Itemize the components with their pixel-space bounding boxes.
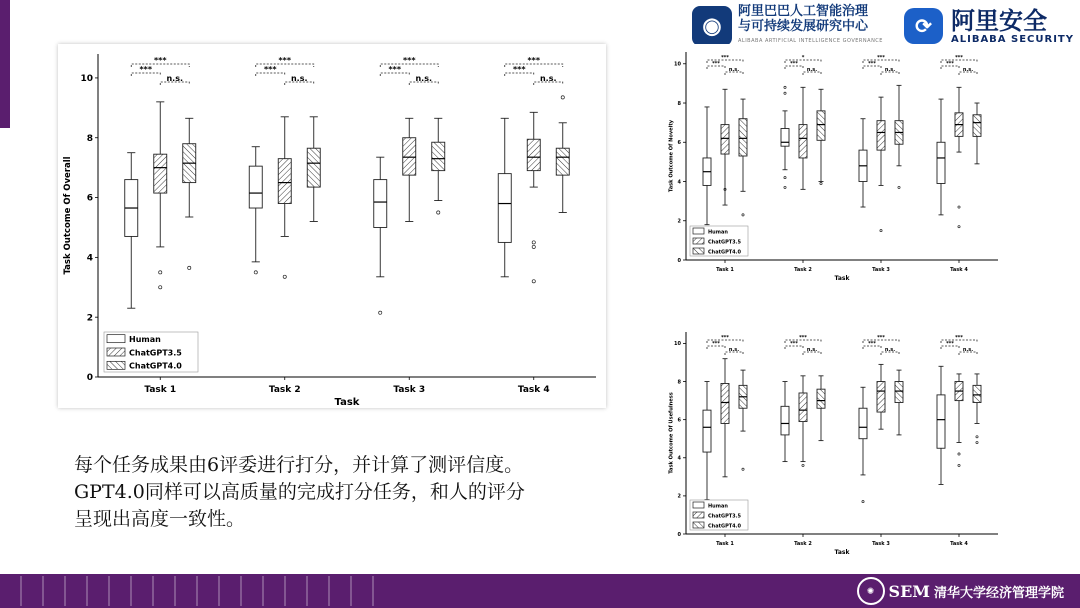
significance-label: ***	[512, 65, 526, 74]
y-axis-label: Task Outcome Of Overall	[63, 156, 73, 275]
significance-label: ***	[946, 341, 954, 347]
box-chatgpt35	[721, 383, 729, 423]
accent-bar	[0, 0, 10, 128]
box-chatgpt40	[973, 385, 981, 402]
significance-label: n.s.	[806, 67, 818, 73]
x-tick-label: Task 1	[144, 385, 177, 395]
legend-swatch	[693, 512, 704, 518]
box-chatgpt35	[278, 159, 291, 204]
significance-label: n.s.	[884, 347, 896, 353]
y-tick-label: 0	[677, 531, 681, 538]
y-tick-label: 2	[677, 218, 681, 225]
institute-name-line3: ALIBABA ARTIFICIAL INTELLIGENCE GOVERNANCE	[738, 37, 883, 44]
significance-label: ***	[946, 61, 954, 67]
caption-line-1: 每个任务成果由6评委进行打分，并计算了测评信度。	[74, 454, 524, 476]
outlier-point	[898, 186, 900, 188]
outlier-point	[784, 86, 786, 88]
y-tick-label: 0	[677, 257, 681, 264]
y-tick-label: 4	[86, 253, 93, 264]
x-tick-label: Task 3	[393, 385, 426, 395]
significance-label: ***	[955, 335, 963, 341]
footer-bar	[0, 574, 1080, 608]
sem-mark: SEM	[888, 581, 930, 601]
outlier-point	[958, 206, 960, 208]
significance-label: ***	[139, 65, 153, 74]
legend-swatch	[107, 348, 125, 356]
significance-label: n.s.	[728, 347, 740, 353]
outlier-point	[862, 501, 864, 503]
institute-name-line2: 与可持续发展研究中心	[738, 18, 869, 34]
y-tick-label: 2	[86, 313, 93, 324]
tsinghua-seal-icon: ✺	[857, 577, 885, 605]
legend-label: Human	[129, 335, 161, 344]
box-human	[498, 174, 511, 243]
legend-label: ChatGPT4.0	[129, 361, 182, 371]
y-tick-label: 0	[86, 373, 93, 384]
legend-swatch	[693, 502, 704, 508]
box-chatgpt35	[877, 382, 885, 412]
alibaba-ai-governance-logo	[692, 3, 900, 46]
footer-building-decoration	[20, 576, 380, 606]
outlier-point	[820, 182, 822, 184]
legend-label: ChatGPT3.5	[708, 513, 742, 520]
legend-swatch	[693, 228, 704, 234]
slide-caption	[74, 452, 614, 533]
usefulness-boxplot-figure	[664, 324, 1004, 556]
y-tick-label: 4	[677, 455, 681, 462]
legend-label: Human	[708, 503, 728, 510]
significance-label: n.s.	[962, 67, 974, 73]
outlier-point	[188, 266, 191, 269]
legend-swatch	[693, 238, 704, 244]
outlier-point	[880, 229, 882, 231]
y-tick-label: 8	[677, 100, 681, 107]
box-chatgpt40	[556, 148, 569, 175]
school-name: 清华大学经济管理学院	[933, 585, 1064, 601]
box-human	[937, 142, 945, 183]
box-chatgpt35	[799, 393, 807, 422]
y-tick-label: 2	[677, 493, 681, 500]
outlier-point	[254, 271, 257, 274]
outlier-point	[976, 441, 978, 443]
box-chatgpt40	[973, 115, 981, 137]
legend-label: ChatGPT3.5	[129, 348, 182, 358]
box-chatgpt40	[432, 142, 445, 170]
usefulness-boxplot-chart	[664, 324, 1004, 556]
y-tick-label: 10	[80, 74, 93, 85]
y-tick-label: 8	[86, 133, 93, 144]
alibaba-security-logo	[904, 6, 1074, 46]
significance-label: *	[801, 55, 805, 61]
legend-label: ChatGPT3.5	[708, 239, 742, 246]
significance-label: ***	[790, 61, 798, 67]
box-chatgpt40	[739, 119, 747, 156]
significance-label: n.s.	[415, 74, 433, 83]
x-tick-label: Task 1	[716, 267, 734, 273]
tsinghua-sem-logo	[857, 577, 1064, 605]
outlier-point	[784, 186, 786, 188]
outlier-point	[742, 468, 744, 470]
significance-label: ***	[721, 55, 729, 61]
security-subname: ALIBABA SECURITY	[950, 33, 1074, 45]
y-tick-label: 6	[677, 417, 681, 424]
box-chatgpt35	[403, 138, 416, 175]
box-chatgpt35	[721, 125, 729, 154]
box-chatgpt40	[895, 382, 903, 403]
significance-label: n.s.	[166, 74, 184, 83]
security-emblem-icon: ⟳	[904, 8, 943, 44]
outlier-point	[283, 275, 286, 278]
x-tick-label: Task 4	[950, 541, 968, 547]
box-chatgpt40	[307, 148, 320, 187]
legend-label: Human	[708, 229, 728, 236]
y-tick-label: 10	[674, 61, 681, 68]
box-human	[937, 395, 945, 448]
significance-label: ***	[877, 335, 885, 341]
x-tick-label: Task 4	[950, 267, 968, 273]
outlier-point	[958, 453, 960, 455]
y-tick-label: 10	[674, 341, 681, 348]
outlier-point	[802, 464, 804, 466]
box-human	[781, 406, 789, 435]
y-axis-label: Task Outcome Of Novelty	[668, 119, 675, 193]
x-tick-label: Task 3	[872, 541, 890, 547]
significance-label: ***	[955, 55, 963, 61]
box-chatgpt40	[817, 389, 825, 408]
x-tick-label: Task 3	[872, 267, 890, 273]
box-human	[374, 180, 387, 228]
institute-emblem-icon: ◉	[692, 6, 732, 46]
significance-label: ***	[868, 341, 876, 347]
y-tick-label: 4	[677, 179, 681, 186]
outlier-point	[784, 92, 786, 94]
y-tick-label: 8	[677, 379, 681, 386]
significance-label: n.s.	[806, 347, 818, 353]
outlier-point	[958, 226, 960, 228]
significance-label: ***	[153, 56, 167, 65]
significance-label: ***	[790, 341, 798, 347]
overall-boxplot-figure	[58, 44, 606, 408]
box-human	[249, 166, 262, 208]
legend-swatch	[693, 522, 704, 528]
legend-swatch	[107, 335, 125, 343]
legend-swatch	[107, 361, 125, 369]
outlier-point	[437, 211, 440, 214]
caption-line-2: GPT4.0同样可以高质量的完成打分任务，和人的评分	[74, 481, 525, 503]
significance-label: ***	[278, 56, 292, 65]
security-name: 阿里安全	[950, 6, 1047, 35]
outlier-point	[379, 311, 382, 314]
box-human	[781, 129, 789, 147]
y-tick-label: 6	[86, 193, 93, 204]
significance-label: n.s.	[728, 67, 740, 73]
outlier-point	[159, 286, 162, 289]
institute-name-line1: 阿里巴巴人工智能治理	[738, 3, 869, 19]
outlier-point	[532, 245, 535, 248]
legend-label: ChatGPT4.0	[708, 249, 742, 256]
outlier-point	[532, 280, 535, 283]
x-axis-label: Task	[334, 397, 360, 408]
box-chatgpt35	[799, 125, 807, 158]
outlier-point	[958, 464, 960, 466]
box-chatgpt35	[877, 121, 885, 150]
y-tick-label: 6	[677, 140, 681, 147]
outlier-point	[159, 271, 162, 274]
significance-label: ***	[868, 61, 876, 67]
y-axis-label: Task Outcome Of Usefulness	[668, 392, 675, 474]
caption-line-3: 呈现出高度一致性。	[74, 508, 246, 530]
significance-label: ***	[527, 56, 541, 65]
significance-label: n.s.	[539, 74, 557, 83]
box-chatgpt35	[527, 139, 540, 170]
novelty-boxplot-chart	[664, 44, 1004, 280]
significance-label: n.s.	[290, 74, 308, 83]
significance-label: ***	[799, 335, 807, 341]
significance-label: n.s.	[884, 67, 896, 73]
significance-label: ***	[877, 55, 885, 61]
box-chatgpt40	[817, 111, 825, 140]
significance-label: ***	[388, 65, 402, 74]
box-human	[703, 410, 711, 452]
x-tick-label: Task 2	[268, 385, 301, 395]
x-tick-label: Task 2	[794, 267, 812, 273]
x-axis-label: Task	[834, 549, 850, 556]
significance-label: ***	[712, 341, 720, 347]
significance-label: ***	[402, 56, 416, 65]
outlier-point	[976, 436, 978, 438]
x-axis-label: Task	[834, 275, 850, 282]
legend-swatch	[693, 248, 704, 254]
box-human	[859, 408, 867, 438]
significance-label: ***	[263, 65, 277, 74]
x-tick-label: Task 4	[517, 385, 550, 395]
legend-label: ChatGPT4.0	[708, 523, 742, 530]
outlier-point	[532, 241, 535, 244]
novelty-boxplot-figure	[664, 44, 1004, 280]
significance-label: ***	[721, 335, 729, 341]
significance-label: n.s.	[962, 347, 974, 353]
x-tick-label: Task 1	[716, 541, 734, 547]
box-chatgpt35	[154, 154, 167, 193]
outlier-point	[742, 214, 744, 216]
overall-boxplot-chart	[58, 44, 606, 408]
outlier-point	[784, 176, 786, 178]
outlier-point	[561, 96, 564, 99]
significance-label: ***	[712, 61, 720, 67]
x-tick-label: Task 2	[794, 541, 812, 547]
